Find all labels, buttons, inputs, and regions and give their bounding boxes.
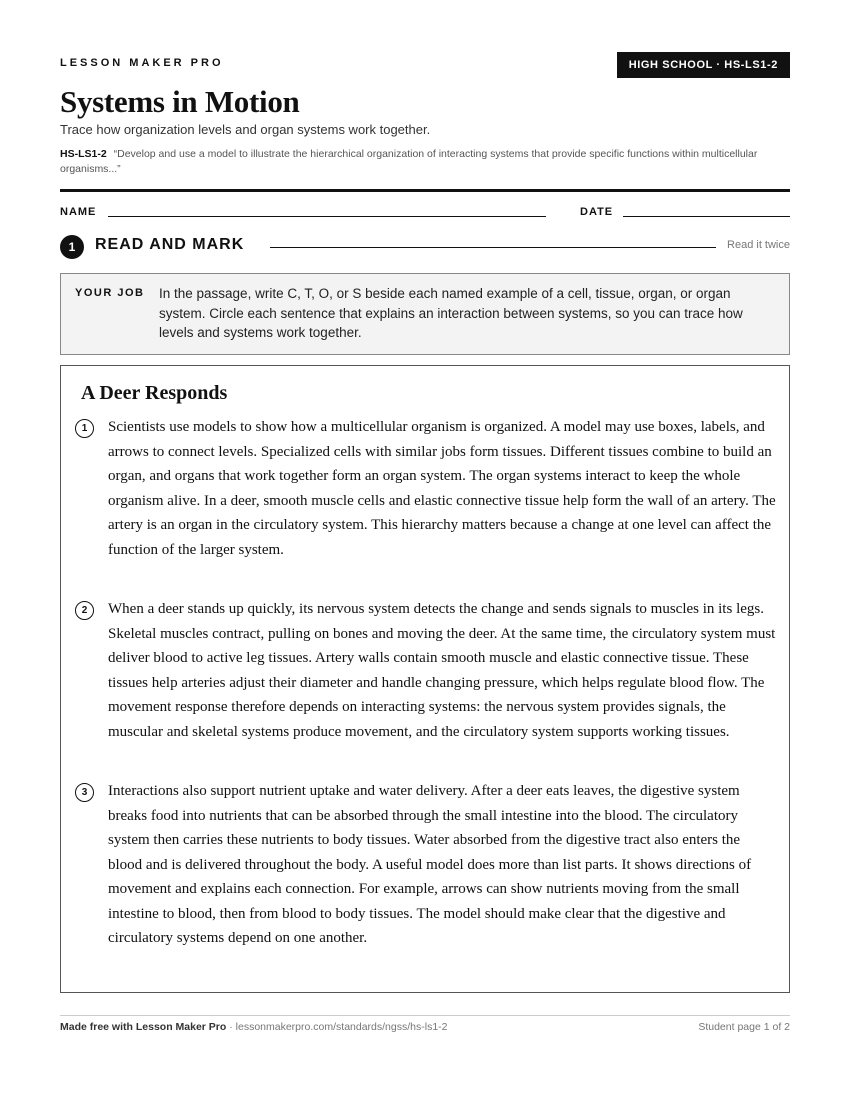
standard-code: HS-LS1-2 <box>60 148 107 160</box>
paragraph-number-3: 3 <box>75 783 94 802</box>
your-job-label: YOUR JOB <box>75 287 145 299</box>
name-line[interactable] <box>108 216 546 217</box>
reading-passage <box>60 365 790 993</box>
footer-page-number: Student page 1 of 2 <box>698 1021 790 1033</box>
footer-divider <box>60 1015 790 1016</box>
paragraph-number-2: 2 <box>75 601 94 620</box>
page-subtitle: Trace how organization levels and organ systems work together. <box>60 122 431 137</box>
standard-statement <box>60 147 790 177</box>
standard-text: “Develop and use a model to illustrate the hierarchical organization of interacting systems that provide specific functions within multicellular organisms...” <box>60 148 758 175</box>
date-line[interactable] <box>623 216 790 217</box>
section-rule <box>270 247 716 248</box>
section-number-badge: 1 <box>60 235 84 259</box>
brand-name: LESSON MAKER PRO <box>60 57 224 69</box>
page-title: Systems in Motion <box>60 84 300 119</box>
section-note: Read it twice <box>727 239 790 251</box>
footer-made-with: Made free with Lesson Maker Pro <box>60 1021 227 1033</box>
footer-url[interactable]: lessonmakerpro.com/standards/ngss/hs-ls1-2 <box>235 1021 448 1033</box>
date-label: DATE <box>580 206 614 218</box>
your-job-instructions: In the passage, write C, T, O, or S beside each named example of a cell, tissue, organ, or organ system. Circle each sentence that explains an interaction between systems, so you can trace how levels and systems work together. <box>159 286 743 340</box>
footer-separator: · <box>226 1021 236 1033</box>
footer-credit <box>60 1021 448 1033</box>
paragraph-2[interactable]: When a deer stands up quickly, its nervous system detects the change and sends signals to muscles in its legs. Skeletal muscles contract, pulling on bones and moving the deer. At the same time, the circulatory system must deliver blood to active leg tissues. Artery walls contain smooth muscle and elastic connective tissue. These tissues help arteries adjust their diameter and handle changing pressure, which helps regulate blood flow. The movement response therefore depends on interacting systems: the nervous system provides signals, the muscular and skeletal systems produce movement, and the circulatory system supports working tissues. <box>108 601 776 740</box>
your-job-box <box>60 273 790 355</box>
name-label: NAME <box>60 206 97 218</box>
section-title: READ AND MARK <box>95 236 245 253</box>
paragraph-1[interactable]: Scientists use models to show how a multicellular organism is organized. A model may use boxes, labels, and arrows to connect levels. Specialized cells with similar jobs form tissues. Different tissues combine to build an organ, and organs that work together form an organ system. The organ systems interact to keep the whole organism alive. In a deer, smooth muscle cells and elastic connective tissue help form the wall of an artery. The artery is an organ in the circulatory system. This hierarchy matters because a change at one level can affect the function of the larger system. <box>108 419 776 558</box>
paragraph-number-1: 1 <box>75 419 94 438</box>
passage-title: A Deer Responds <box>81 382 228 404</box>
header-divider <box>60 189 790 192</box>
grade-standard-badge: HIGH SCHOOL · HS-LS1-2 <box>617 52 790 78</box>
paragraph-3[interactable]: Interactions also support nutrient uptake and water delivery. After a deer eats leaves, the digestive system breaks food into nutrients that can be absorbed through the small intestine into the blood. The circulatory system then carries these nutrients to body tissues. Water absorbed from the digestive tract also enters the blood and is delivered throughout the body. A useful model does more than list parts. It shows directions of movement and explains each connection. For example, arrows can show nutrients moving from the small intestine to blood, then from blood to body tissues. The model should make clear that the digestive and circulatory systems depend on one another. <box>108 783 752 946</box>
